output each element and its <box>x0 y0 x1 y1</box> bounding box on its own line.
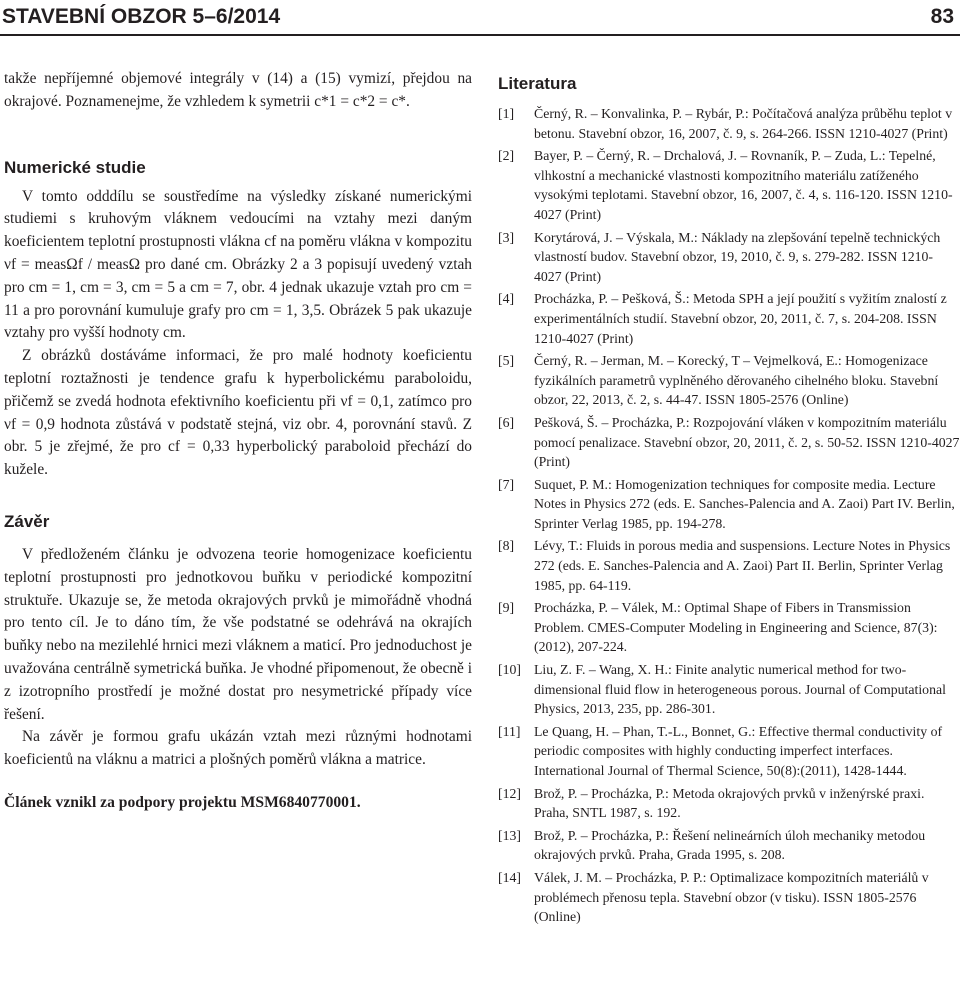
reference-text: Liu, Z. F. – Wang, X. H.: Finite analytic numerical method for two-dimensional fluid flow in heterogeneous porous. Journal of Computational Physics, 2013, 235, pp. 286-301. <box>534 662 946 717</box>
reference-item <box>498 289 960 348</box>
reference-item <box>498 104 960 143</box>
reference-item <box>498 228 960 287</box>
reference-text: Pešková, Š. – Procházka, P.: Rozpojování vláken v kompozitním materiálu pomocí penalizace. Stavební obzor, 20, 2011, č. 2, s. 50-52. ISSN 1210-4027 (Print) <box>534 414 960 470</box>
reference-number: [13] <box>498 827 521 843</box>
conclusion-paragraph-2: Na závěr je formou grafu ukázán vztah mezi různými hodnotami koeficientů na vláknu a matrici a plošných poměrů vlákna a matrice. <box>4 728 472 769</box>
page-number: 83 <box>930 5 954 28</box>
intro-paragraph: takže nepříjemné objemové integrály v (14) a (15) vymizí, přejdou na okrajové. Poznamenejme, že vzhledem k symetrii c*1 = c*2 = c*. <box>4 70 472 110</box>
reference-number: [4] <box>498 291 515 307</box>
reference-number: [6] <box>498 414 515 430</box>
reference-number: [1] <box>498 106 515 121</box>
conclusion-paragraph-1: V předloženém článku je odvozena teorie homogenizace koeficientu teplotní prostupnosti pro jednotkovou buňku v periodické kompozitní struktuře. Ukazuje se, že metoda okrajových prvků je mimořádně vhodná pro tento cíl. Je to dáno tím, že vše podstatné se odehrává na okrajích buňky nebo na mezilehlé hrnici mezi vláknem a maticí. Pro jednoduchost je uvažována centrálně symetrická buňka. Je vhodné připomenout, že obecně i z izotropního prostředí je možné dostat pro nesymetrické případy více řešení. <box>4 545 472 723</box>
page-header <box>0 0 960 36</box>
reference-text: Procházka, P. – Pešková, Š.: Metoda SPH a její použití s vyžitím znalostí z experimentálních studií. Stavební obzor, 20, 2011, č. 7, s. 204-208. ISSN 1210-4027 (Print) <box>534 291 947 346</box>
left-column <box>4 68 472 812</box>
reference-item <box>498 475 960 534</box>
reference-item <box>498 536 960 595</box>
reference-item <box>498 722 960 781</box>
reference-item <box>498 413 960 472</box>
journal-title: STAVEBNÍ OBZOR 5–6/2014 <box>2 5 281 28</box>
reference-text: Černý, R. – Konvalinka, P. – Rybár, P.: Počítačová analýza průběhu teplot v betonu. Stavební obzor, 16, 2007, č. 9, s. 264-266. ISSN 1210-4027 (Print) <box>534 106 953 141</box>
reference-number: [8] <box>498 538 515 554</box>
reference-text: Bayer, P. – Černý, R. – Drchalová, J. – Rovnaník, P. – Zuda, L.: Tepelné, vlhkostní a mechanické vlastnosti kompozitního materiálu zatíženého vysokými teplotami. Stavební obzor, 16, 2007, č. 4, s. 116-120. ISSN 1210-4027 (Print) <box>534 148 953 222</box>
section-heading-numeric: Numerické studie <box>4 157 146 177</box>
reference-text: Korytárová, J. – Výskala, M.: Náklady na zlepšování tepelně technických vlastností budov. Stavební obzor, 19, 2010, č. 9, s. 279-282. ISSN 1210-4027 (Print) <box>534 229 941 284</box>
reference-number: [3] <box>498 229 515 245</box>
reference-text: Suquet, P. M.: Homogenization techniques for composite media. Lecture Notes in Physics 272 (eds. E. Sanches-Palencia and A. Zaoi) Part IV. Berlin, Sprinter Verlag 1985, pp. 194-278. <box>534 476 955 531</box>
reference-item <box>498 146 960 224</box>
reference-number: [9] <box>498 600 515 616</box>
section-heading-literature: Literatura <box>498 74 577 93</box>
reference-text: Brož, P. – Procházka, P.: Řešení nelineárních úloh mechaniky metodou okrajových prvků. Praha, Grada 1995, s. 208. <box>534 827 926 863</box>
reference-item <box>498 784 960 823</box>
reference-item <box>498 660 960 719</box>
reference-number: [11] <box>498 723 521 739</box>
reference-text: Le Quang, H. – Phan, T.-L., Bonnet, G.: Effective thermal conductivity of periodic composites with highly conducting imperfect interfaces. International Journal of Thermal Science, 50(8):(2011), 1428-1444. <box>534 723 943 778</box>
reference-number: [12] <box>498 785 521 801</box>
reference-item <box>498 351 960 410</box>
reference-text: Procházka, P. – Válek, M.: Optimal Shape of Fibers in Transmission Problem. CMES-Computer Modeling in Engineering and Science, 87(3):(2012), 207-224. <box>534 600 938 655</box>
reference-item <box>498 598 960 657</box>
reference-number: [2] <box>498 148 515 164</box>
reference-number: [7] <box>498 476 515 492</box>
reference-number: [14] <box>498 869 521 885</box>
reference-number: [10] <box>498 662 521 678</box>
reference-text: Brož, P. – Procházka, P.: Metoda okrajových prvků v inženýrské praxi. Praha, SNTL 1987, s. 192. <box>534 785 925 821</box>
reference-item <box>498 868 960 927</box>
section-heading-conclusion: Závěr <box>4 511 50 531</box>
right-column <box>498 68 960 930</box>
reference-text: Černý, R. – Jerman, M. – Korecký, T – Vejmelková, E.: Homogenizace fyzikálních parametrů vyplněného děrovaného cihelného bloku. Stavební obzor, 22, 2013, č. 2, s. 44-47. ISSN 1805-2576 (Online) <box>534 353 939 408</box>
reference-item <box>498 826 960 865</box>
acknowledgement: Článek vznikl za podpory projektu MSM6840770001. <box>4 793 361 811</box>
reference-list <box>498 104 960 927</box>
reference-number: [5] <box>498 353 515 369</box>
reference-text: Válek, J. M. – Procházka, P. P.: Optimalizace kompozitních materiálů v problémech přenosu tepla. Stavební obzor (v tisku). ISSN 1805-2576 (Online) <box>534 869 929 925</box>
numeric-paragraph-1: V tomto odddílu se soustředíme na výsledky získané numerickými studiemi s kruhovým vláknem vedoucími na vztahy mezi daným koeficientem teplotní prostupnosti vlákna cf na poměru vlákna v kompozitu νf = measΩf / measΩ pro dané cm. Obrázky 2 a 3 popisují uvedený vztah pro cm = 1, cm = 3, cm = 5 a cm = 7, obr. 4 jednak ukazuje vztah pro cm = 11 a pro porovnání kumuluje grafy pro cm = 1, 3,5. Obrázek 5 pak ukazuje vztahy pro vyšší hodnoty cm. <box>4 187 472 342</box>
reference-text: Lévy, T.: Fluids in porous media and suspensions. Lecture Notes in Physics 272 (eds. E. Sanches-Palencia and A. Zaoi) Part II. Berlin, Sprinter Verlag 1985, pp. 64-119. <box>534 538 951 593</box>
numeric-paragraph-2: Z obrázků dostáváme informaci, že pro malé hodnoty koeficientu teplotní roztažnosti je tendence grafu k hyperbolickému paraboloidu, přičemž se zvedá hodnota efektivního koeficientu při νf = 0,1, zatímco pro νf = 0,9 hodnota zůstává v podstatě stejná, viz obr. 4, porovnání stavů. Z obr. 5 je zřejmé, že pro cf = 0,33 hyperbolický paraboloid přechází do kužele. <box>4 347 472 479</box>
